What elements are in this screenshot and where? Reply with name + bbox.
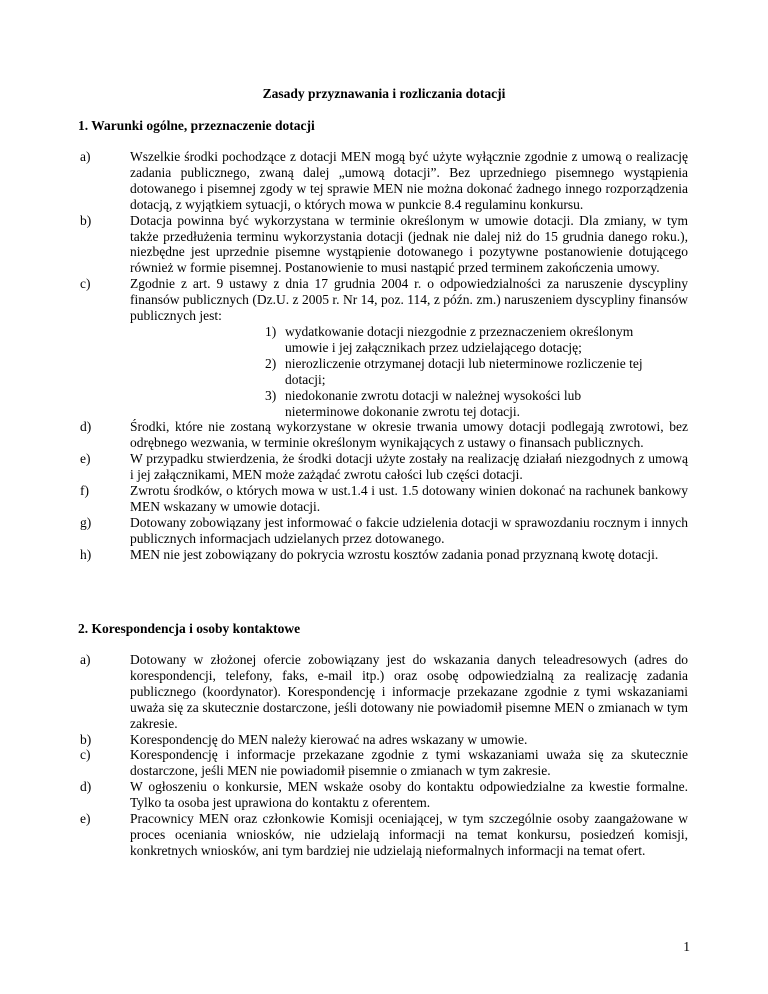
list-item-text: Dotowany zobowiązany jest informować o fakcie udzielenia dotacji w sprawozdaniu rocznym i innych publicznych informacjach udzielanych przez dotowanego. bbox=[130, 514, 688, 546]
list-item-text: Zwrotu środków, o których mowa w ust.1.4 i ust. 1.5 dotowany winien dokonać na rachunek bankowy MEN wskazany w umowie dotacji. bbox=[130, 483, 688, 514]
sublist-item-text: wydatkowanie dotacji niezgodnie z przeznaczeniem określonym umowie i jej załącznikach przez udzielającego dotację; bbox=[285, 323, 634, 355]
list-marker: a) bbox=[80, 652, 91, 667]
list-item-text: Pracownicy MEN oraz członkowie Komisji oceniającej, w tym szczególnie osoby zaangażowane w proces oceniania wniosków, nie udzielają informacji na temat konkursu, posiedzeń komisji, konkretnych wniosków, ani tym bardziej nie udzielają nieformalnych informacji na temat ofert. bbox=[130, 811, 688, 858]
section-2-heading: 2. Korespondencja i osoby kontaktowe bbox=[78, 621, 301, 636]
list-item bbox=[80, 276, 688, 324]
list-marker: e) bbox=[80, 451, 91, 467]
list-item-text: Dotacja powinna być wykorzystana w terminie określonym w umowie dotacji. Dla zmiany, w tym także przedłużenia terminu wykorzystania dotacji (jednak nie dalej niż do 15 grudnia danego roku.), niezbędne jest uprzednie pisemne wystąpienie dotowanego i pozytywne postanowienie dotującego również w formie pisemnej. Postanowienie to musi nastąpić przed terminem zakończenia umowy. bbox=[130, 212, 688, 276]
list-item bbox=[80, 149, 688, 213]
sublist-marker: 3) bbox=[265, 387, 277, 403]
section-1-list bbox=[80, 149, 688, 563]
sublist-item-text: niedokonanie zwrotu dotacji w należnej wysokości lub nieterminowe dokonanie zwrotu tej dotacji. bbox=[285, 387, 582, 419]
list-item-text: W przypadku stwierdzenia, że środki dotacji użyte zostały na realizację działań niezgodnych z umową i jej załącznikami, MEN może zażądać zwrotu całości lub części dotacji. bbox=[130, 451, 688, 483]
list-item-text: Korespondencję do MEN należy kierować na adres wskazany w umowie. bbox=[130, 731, 528, 747]
list-marker: h) bbox=[80, 546, 92, 562]
list-marker: f) bbox=[80, 483, 89, 499]
list-item bbox=[80, 779, 688, 811]
section-2-list bbox=[80, 652, 688, 859]
list-marker: e) bbox=[80, 811, 91, 827]
sublist-marker: 1) bbox=[265, 323, 277, 339]
list-item bbox=[80, 419, 688, 451]
list-marker: d) bbox=[80, 779, 92, 795]
list-marker: b) bbox=[80, 212, 92, 228]
list-marker: d) bbox=[80, 419, 92, 435]
list-item bbox=[80, 547, 688, 563]
list-item bbox=[80, 483, 688, 515]
list-marker: b) bbox=[80, 731, 92, 747]
list-item bbox=[80, 747, 688, 779]
page-number: 1 bbox=[683, 939, 690, 954]
list-item-text: Środki, które nie zostaną wykorzystane w okresie trwania umowy dotacji podlegają zwrotowi, bez odrębnego wezwania, w terminie określonym wynikających z ustawy o finansach publicznych. bbox=[130, 419, 688, 451]
list-item bbox=[80, 811, 688, 859]
list-item-text: Dotowany w złożonej ofercie zobowiązany jest do wskazania danych teleadresowych (adres do korespondencji, telefony, faks, e-mail itp.) oraz osobę odpowiedzialną za realizację zadania publicznego (koordynator). Korespondencję i informacje przekazane zgodnie z tymi wskazaniami uważa się za skutecznie dostarczone, jeśli dotowany nie powiadomił pisemne MEN o zmianach w tym zakresie. bbox=[130, 652, 688, 731]
document-title: Zasady przyznawania i rozliczania dotacji bbox=[262, 86, 506, 101]
list-marker: c) bbox=[80, 747, 91, 763]
list-item-text: W ogłoszeniu o konkursie, MEN wskaże osoby do kontaktu odpowiedzialne za kwestie formalne. Tylko ta osoba jest uprawiona do kontaktu z oferentem. bbox=[130, 779, 688, 811]
list-marker: g) bbox=[80, 514, 92, 530]
list-item bbox=[80, 515, 688, 547]
list-item-text: MEN nie jest zobowiązany do pokrycia wzrostu kosztów zadania ponad przyznaną kwotę dotacji. bbox=[130, 546, 659, 562]
list-item-text: Korespondencję i informacje przekazane zgodnie z tymi wskazaniami uważa się za skutecznie dostarczone, jeśli MEN nie powiadomił pisemnie o zmianach w tym zakresie. bbox=[130, 747, 688, 779]
list-marker: a) bbox=[80, 149, 91, 164]
list-item bbox=[80, 732, 688, 748]
sublist-marker: 2) bbox=[265, 355, 277, 371]
list-marker: c) bbox=[80, 276, 91, 292]
list-item-text: Wszelkie środki pochodzące z dotacji MEN mogą być użyte wyłącznie zgodnie z umową o realizację zadania publicznego, zwaną dalej „umową dotacji”. Bez uprzedniego pisemnego wystąpienia dotowanego i pisemnej zgody w tej sprawie MEN nie można dokonać żadnego innego rozporządzenia dotacją, z wyjątkiem sytuacji, o których mowa w punkcie 8.4 regulaminu konkursu. bbox=[130, 149, 688, 212]
list-item bbox=[80, 213, 688, 277]
sublist-item bbox=[80, 324, 688, 356]
list-item-text: Zgodnie z art. 9 ustawy z dnia 17 grudnia 2004 r. o odpowiedzialności za naruszenie dyscypliny finansów publicznych (Dz.U. z 2005 r. Nr 14, poz. 114, z późn. zm.) naruszeniem dyscypliny finansów publicznych jest: bbox=[130, 276, 688, 324]
list-item bbox=[80, 451, 688, 483]
sublist-item-text: nierozliczenie otrzymanej dotacji lub nieterminowe rozliczenie tej dotacji; bbox=[285, 355, 643, 387]
list-item bbox=[80, 652, 688, 732]
section-1-heading: 1. Warunki ogólne, przeznaczenie dotacji bbox=[78, 118, 315, 133]
sublist-item bbox=[80, 356, 688, 388]
sublist-item bbox=[80, 388, 688, 420]
